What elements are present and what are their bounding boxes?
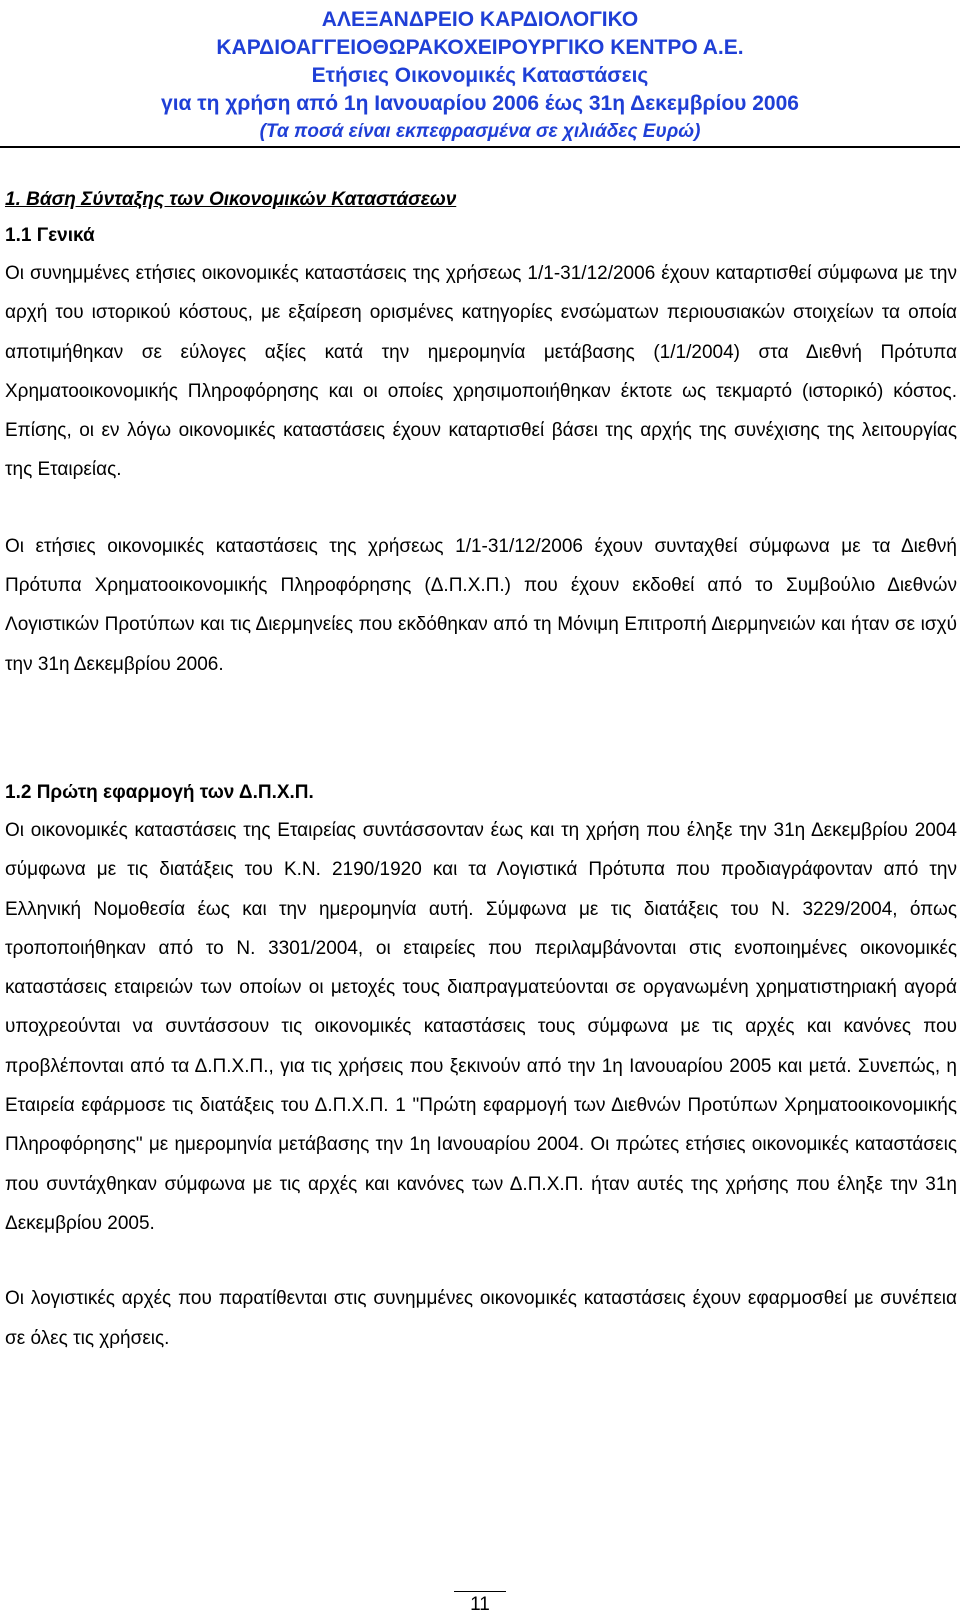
currency-note: (Τα ποσά είναι εκπεφρασμένα σε χιλιάδες Ευρώ) [259,121,701,142]
company-name-line2: ΚΑΡΔΙΟΑΓΓΕΙΟΘΩΡΑΚΟΧΕΙΡΟΥΡΓΙΚΟ ΚΕΝΤΡΟ Α.Ε. [216,36,744,59]
report-period: για τη χρήση από 1η Ιανουαρίου 2006 έως 31η Δεκεμβρίου 2006 [161,92,799,115]
company-name-line1: ΑΛΕΞΑΝΔΡΕΙΟ ΚΑΡΔΙΟΛΟΓΙΚΟ [321,8,639,31]
paragraph-first-adoption-1: Οι οικονομικές καταστάσεις της Εταιρείας συντάσσονταν έως και τη χρήση που έληξε την 31η Δεκεμβρίου 2004 σύμφωνα με τις διατάξεις του Κ.Ν. 2190/1920 και τα Λογιστικά Πρότυπα που προδιαγράφονταν από την Ελληνική Νομοθεσία έως και την ημερομηνία αυτή. Σύμφωνα με τις διατάξεις του Ν. 3229/2004, όπως τροποποιήθηκαν από το Ν. 3301/2004, οι εταιρείες που περιλαμβάνονται στις ενοποιημένες οικονομικές καταστάσεις εταιρειών των οποίων οι μετοχές τους διαπραγματεύονται σε οργανωμένη χρηματιστηριακή αγορά υποχρεούνται να συντάσσουν τις οικονομικές καταστάσεις τους σύμφωνα με τις αρχές και κανόνες που προβλέπονται από τα Δ.Π.Χ.Π., για τις χρήσεις που ξεκινούν από την 1η Ιανουαρίου 2005 και μετά. Συνεπώς, η Εταιρεία εφάρμοσε τις διατάξεις του Δ.Π.Χ.Π. 1 "Πρώτη εφαρμογή των Διεθνών Προτύπων Χρηματοοικονομικής Πληροφόρησης" με ημερομηνία μετάβασης την 1η Ιανουαρίου 2004. Οι πρώτες ετήσιες οικονομικές καταστάσεις που συντάχθηκαν σύμφωνα με τις αρχές και κανόνες των Δ.Π.Χ.Π. ήταν αυτές της χρήσης που έληξε την 31η Δεκεμβρίου 2005. [5,819,957,1234]
section-title: 1. Βάση Σύνταξης των Οικονομικών Καταστάσεων [5,189,457,210]
report-title: Ετήσιες Οικονομικές Καταστάσεις [311,64,649,87]
paragraph-general-2: Οι ετήσιες οικονομικές καταστάσεις της χρήσεως 1/1-31/12/2006 έχουν συνταχθεί σύμφωνα με τα Διεθνή Πρότυπα Χρηματοοικονομικής Πληροφόρησης (Δ.Π.Χ.Π.) που έχουν εκδοθεί από το Συμβούλιο Διεθνών Λογιστικών Προτύπων και τις Διερμηνείες που εκδόθηκαν από τη Μόνιμη Επιτροπή Διερμηνειών και ήταν σε ισχύ την 31η Δεκεμβρίου 2006. [5,535,957,675]
subsection-title-first-adoption: 1.2 Πρώτη εφαρμογή των Δ.Π.Χ.Π. [5,781,314,803]
document-header [0,6,960,146]
page-number-rule [454,1591,506,1592]
document-body [5,188,957,1358]
header-divider [0,146,960,148]
page-number: 11 [470,1594,490,1615]
subsection-title-general: 1.1 Γενικά [5,225,95,246]
paragraph-first-adoption-2: Οι λογιστικές αρχές που παρατίθενται στις συνημμένες οικονομικές καταστάσεις έχουν εφαρμοσθεί με συνέπεια σε όλες τις χρήσεις. [5,1288,957,1349]
paragraph-general-1: Οι συνημμένες ετήσιες οικονομικές καταστάσεις της χρήσεως 1/1-31/12/2006 έχουν καταρτισθεί σύμφωνα με την αρχή του ιστορικού κόστους, με εξαίρεση ορισμένες κατηγορίες ενσώματων περιουσιακών στοιχείων τα οποία αποτιμήθηκαν σε εύλογες αξίες κατά την ημερομηνία μετάβασης (1/1/2004) στα Διεθνή Πρότυπα Χρηματοοικονομικής Πληροφόρησης και οι οποίες χρησιμοποιήθηκαν έκτοτε ως τεκμαρτό (ιστορικό) κόστος. Επίσης, οι εν λόγω οικονομικές καταστάσεις έχουν καταρτισθεί βάσει της αρχής της συνέχισης της λειτουργίας της Εταιρείας. [5,263,957,481]
